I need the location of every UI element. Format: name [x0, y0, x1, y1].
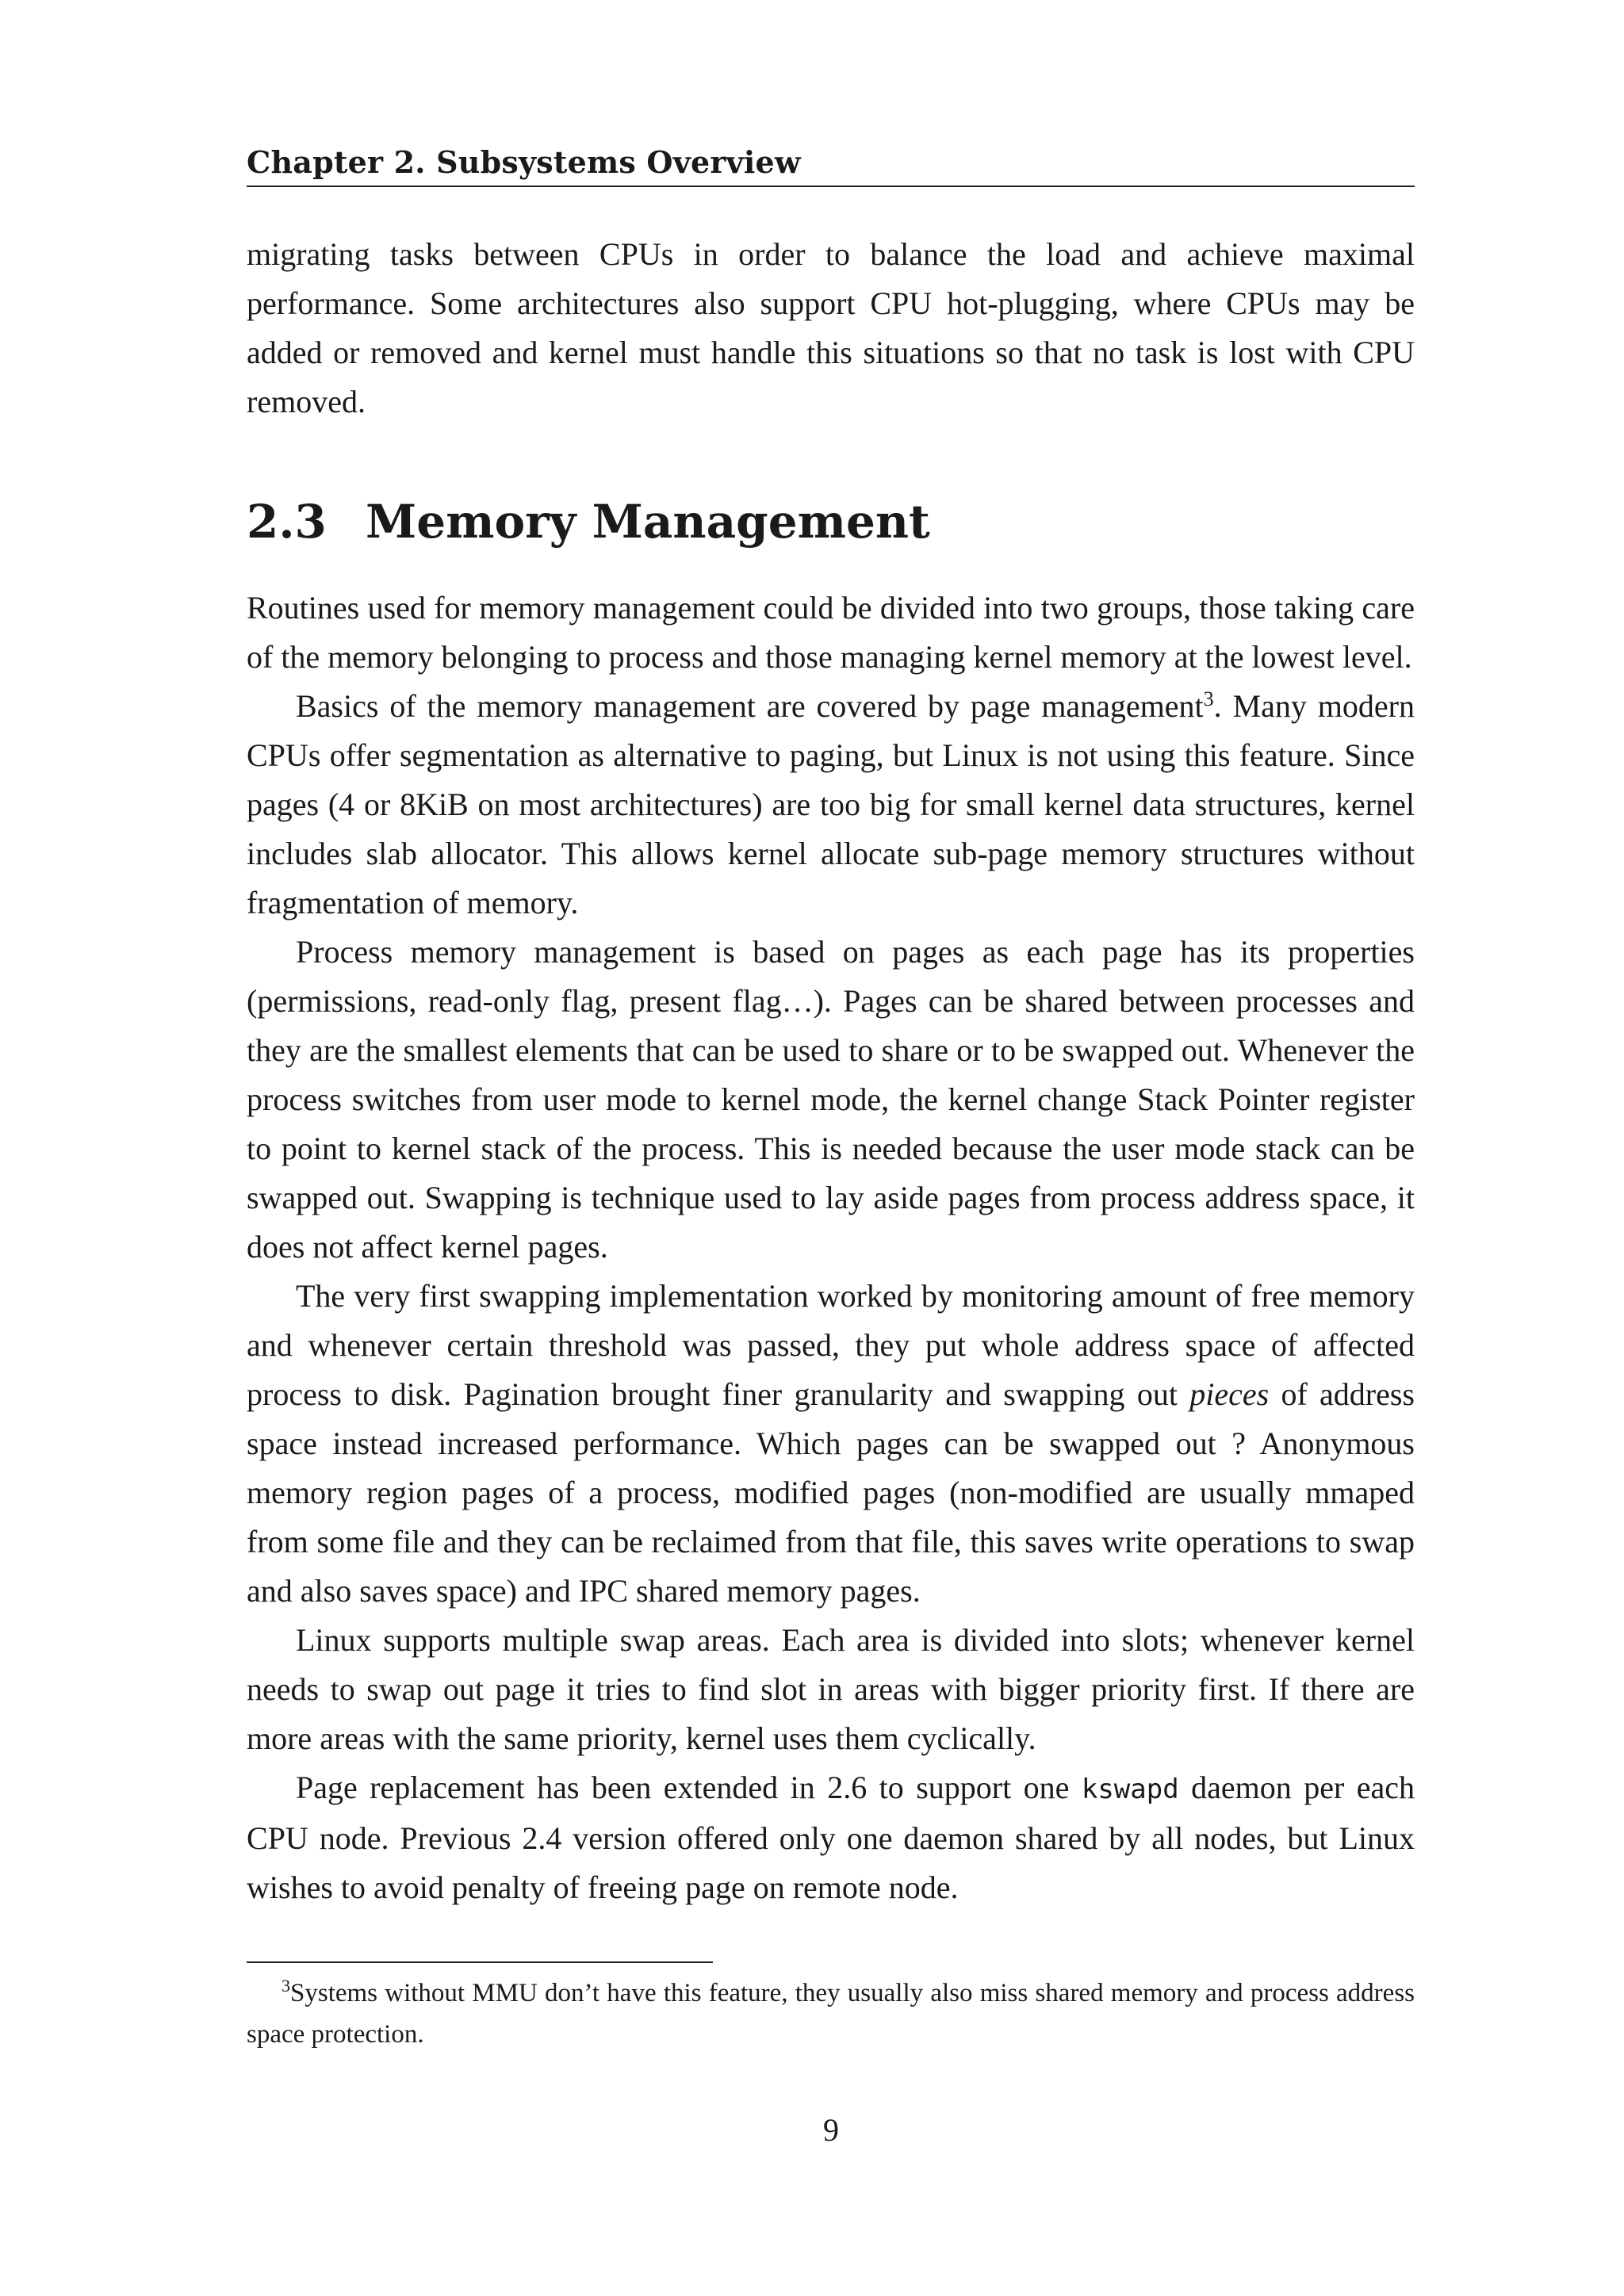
- code-kswapd: kswapd: [1081, 1774, 1179, 1805]
- paragraph-6: [247, 1763, 1415, 1912]
- emphasized-word: pieces: [1189, 1376, 1270, 1412]
- paragraph-2: [247, 682, 1415, 928]
- paragraph-6-text-b: daemon per each CPU node. Previous 2.4 version offered only one daemon shared by all nodes, but Linux wishes to avoid penalty of freeing page on remote node.: [247, 1770, 1415, 1905]
- paragraph-4-text-a: The very first swapping implementation worked by monitoring amount of free memory and whenever certain threshold was passed, they put whole address space of affected process to disk. Pagination brought finer granularity and swapping out: [247, 1278, 1415, 1412]
- paragraph-2-text-b: . Many modern CPUs offer segmentation as alternative to paging, but Linux is not using this feature. Since pages (4 or 8KiB on most architectures) are too big for small kernel data structures, kernel includes slab allocator. This allows kernel allocate sub-page memory structures without fragmentation of memory.: [247, 688, 1415, 920]
- section-title: Memory Management: [366, 495, 930, 549]
- intro-paragraph: migrating tasks between CPUs in order to balance the load and achieve maximal performance. Some architectures also support CPU hot-plugging, where CPUs may be added or removed and kernel must handle this situations so that no task is lost with CPU removed.: [247, 236, 1415, 419]
- paragraph-5: Linux supports multiple swap areas. Each area is divided into slots; whenever kernel needs to swap out page it tries to find slot in areas with bigger priority first. If there are more areas with the same priority, kernel uses them cyclically.: [247, 1622, 1415, 1756]
- section-heading: [247, 490, 930, 553]
- paragraph-6-text-a: Page replacement has been extended in 2.6 to support one: [296, 1770, 1082, 1805]
- paragraph-3: Process memory management is based on pages as each page has its properties (permissions, read-only flag, present flag…). Pages can be shared between processes and they are the smallest elements that can be used to share or to be swapped out. Whenever the process switches from user mode to kernel mode, the kernel change Stack Pointer register to point to kernel stack of the process. This is needed because the user mode stack can be swapped out. Swapping is technique used to lay aside pages from process address space, it does not affect kernel pages.: [247, 934, 1415, 1265]
- footnote-reference: 3: [1203, 687, 1214, 710]
- footnote-text: Systems without MMU don’t have this feature, they usually also miss shared memory and process address space protection.: [247, 1979, 1415, 2049]
- running-header: Chapter 2. Subsystems Overview: [247, 144, 801, 180]
- footnote-marker: 3: [282, 1976, 290, 1996]
- paragraph-4: [247, 1272, 1415, 1616]
- section-number: 2.3: [247, 495, 327, 549]
- intro-paragraph-block: [247, 230, 1415, 427]
- footnote-rule: [247, 1961, 713, 1963]
- paragraph-1: Routines used for memory management could be divided into two groups, those taking care of the memory belonging to process and those managing kernel memory at the lowest level.: [247, 590, 1415, 675]
- page-number: 9: [823, 2112, 839, 2148]
- footnote-paragraph: [247, 1973, 1415, 2055]
- footnote: [247, 1973, 1415, 2055]
- paragraph-2-text-a: Basics of the memory management are covered by page management: [296, 688, 1204, 724]
- section-body: [247, 584, 1415, 1912]
- header-rule: [247, 186, 1415, 187]
- paragraph-4-text-b: of address space instead increased performance. Which pages can be swapped out ? Anonymous memory region pages of a process, modified pages (non-modified are usually mmaped from some file and they can be reclaimed from that file, this saves write operations to swap and also saves space) and IPC shared memory pages.: [247, 1376, 1415, 1609]
